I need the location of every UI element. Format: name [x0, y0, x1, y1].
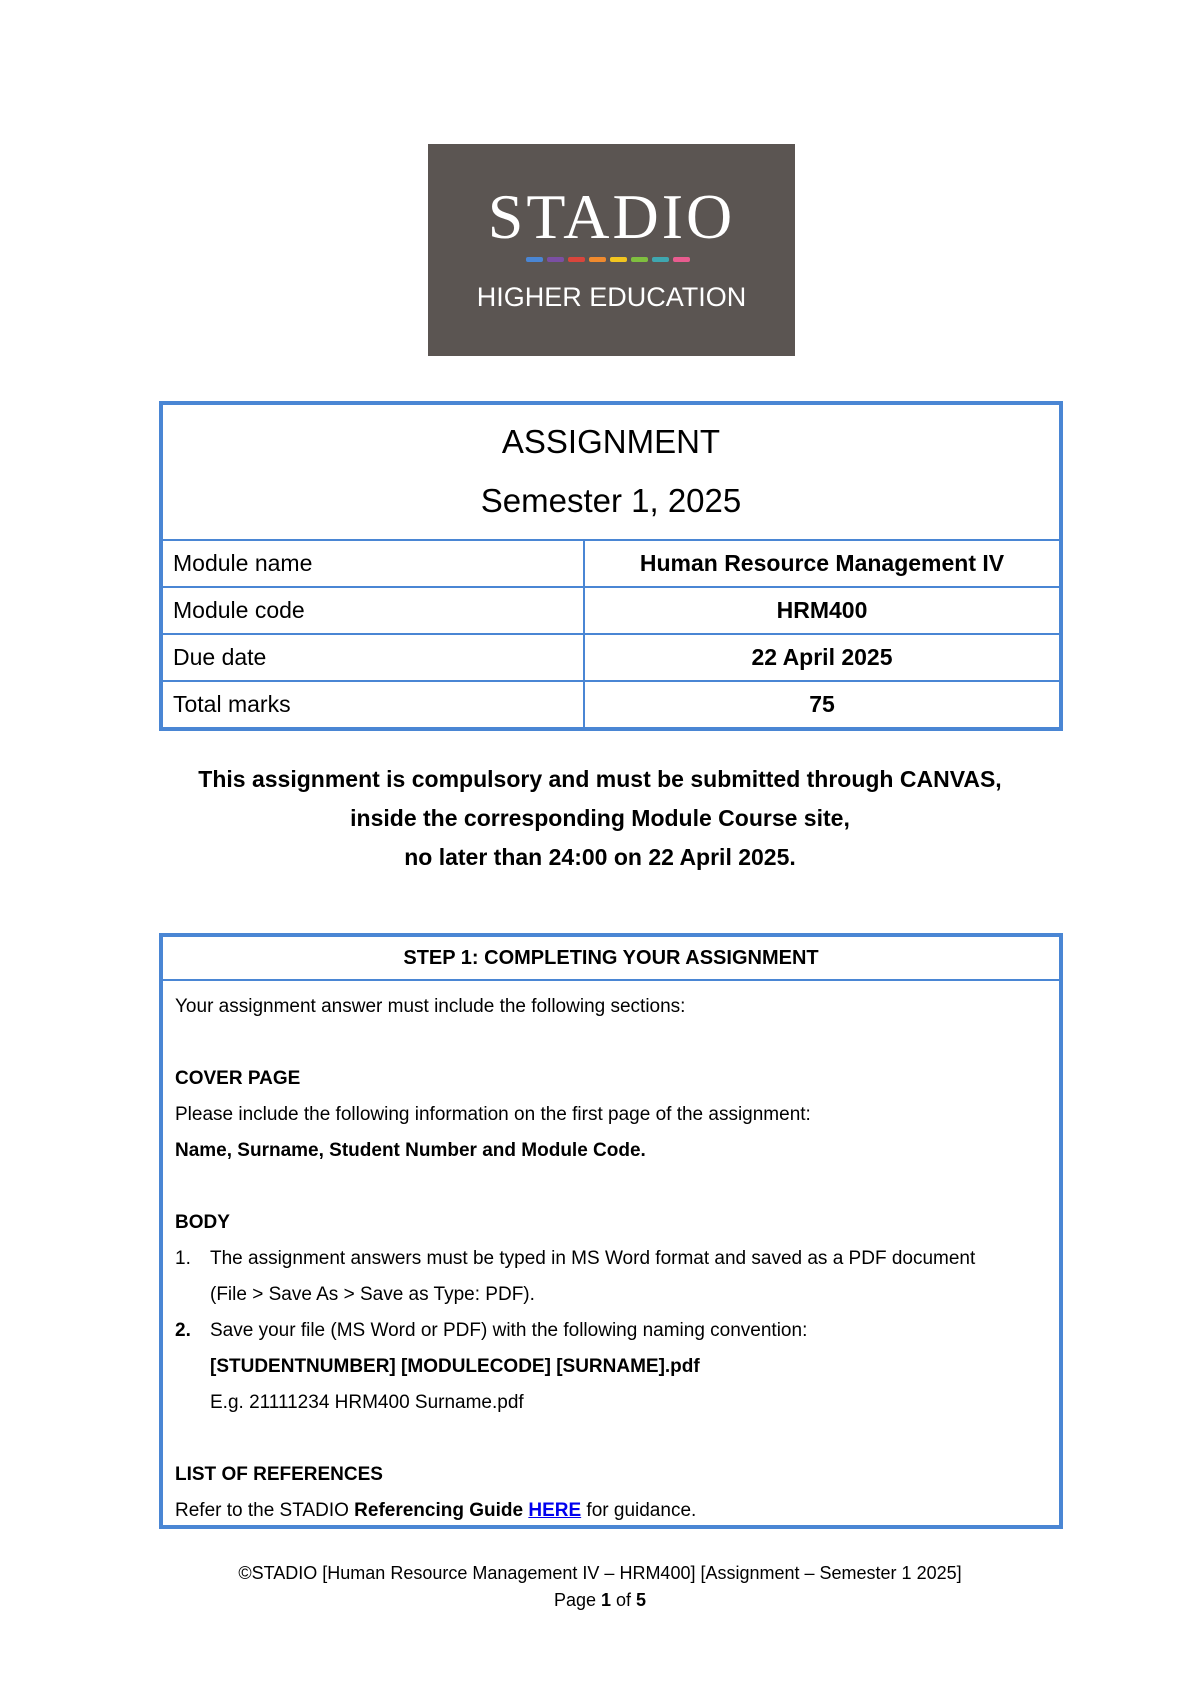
row-value: 75: [584, 681, 1061, 729]
body-heading: BODY: [175, 1212, 230, 1233]
assignment-title: ASSIGNMENT: [501, 423, 721, 460]
notice-line: inside the corresponding Module Course site,: [350, 805, 850, 831]
cover-page-fields: Name, Surname, Student Number and Module Code.: [175, 1140, 646, 1161]
semester-label: Semester 1, 2025: [480, 482, 742, 519]
row-label: Module code: [161, 587, 584, 634]
row-label: Total marks: [161, 681, 584, 729]
logo-stripe-segment: [652, 257, 669, 262]
footer-copyright: ©STADIO [Human Resource Management IV – HRM400] [Assignment – Semester 1 2025]: [238, 1563, 962, 1583]
cover-page-text: Please include the following information on the first page of the assignment:: [175, 1104, 811, 1125]
row-label: Module name: [161, 540, 584, 587]
naming-convention: [STUDENTNUMBER] [MODULECODE] [SURNAME].pdf: [210, 1356, 700, 1377]
page-footer: [0, 1560, 1200, 1614]
body-list: [175, 1241, 1049, 1421]
logo-stripe-segment: [568, 257, 585, 262]
table-row: [161, 681, 1061, 729]
notice-line: no later than 24:00 on 22 April 2025.: [404, 844, 796, 870]
referencing-guide-label: Referencing Guide: [354, 1500, 524, 1521]
row-value: Human Resource Management IV: [584, 540, 1061, 587]
logo-wordmark: STADIO: [487, 181, 736, 252]
referencing-guide-link[interactable]: HERE: [528, 1500, 582, 1521]
logo-subtitle: HIGHER EDUCATION: [476, 282, 747, 312]
list-item: [175, 1241, 1049, 1313]
page-of: of: [611, 1590, 637, 1610]
row-label: Due date: [161, 634, 584, 681]
references-heading: LIST OF REFERENCES: [175, 1464, 383, 1485]
list-number: 2.: [175, 1320, 191, 1341]
logo-stripe-segment: [526, 257, 543, 262]
step1-body: [163, 981, 1059, 1529]
row-value: HRM400: [584, 587, 1061, 634]
naming-example: E.g. 21111234 HRM400 Surname.pdf: [210, 1392, 524, 1413]
logo-color-stripe: [526, 257, 690, 262]
step1-box: [159, 933, 1063, 1529]
list-item-text: Save your file (MS Word or PDF) with the following naming convention:: [210, 1320, 808, 1341]
logo-stripe-segment: [547, 257, 564, 262]
logo-stripe-segment: [589, 257, 606, 262]
table-row: [161, 634, 1061, 681]
step1-heading: STEP 1: COMPLETING YOUR ASSIGNMENT: [163, 937, 1059, 981]
stadio-logo: [428, 144, 795, 356]
list-number: 1.: [175, 1248, 191, 1269]
page-number-prefix: Page: [553, 1590, 601, 1610]
cover-table: [159, 401, 1063, 731]
list-item-text: The assignment answers must be typed in MS Word format and saved as a PDF document: [210, 1248, 976, 1269]
row-value: 22 April 2025: [584, 634, 1061, 681]
logo-stripe-segment: [673, 257, 690, 262]
references-text-part: Refer to the STADIO: [175, 1500, 355, 1521]
list-item: [175, 1313, 1049, 1421]
list-item-text: (File > Save As > Save as Type: PDF).: [210, 1284, 535, 1305]
notice-line: This assignment is compulsory and must be submitted through CANVAS,: [198, 766, 1002, 792]
page-number: [0, 1587, 1200, 1614]
step1-intro: Your assignment answer must include the following sections:: [175, 996, 686, 1017]
references-text: [175, 1493, 1049, 1529]
page-current: 1: [601, 1590, 612, 1610]
cover-page-heading: COVER PAGE: [175, 1068, 301, 1089]
references-text-part: for guidance.: [581, 1500, 697, 1521]
logo-stripe-segment: [610, 257, 627, 262]
submission-notice: [0, 760, 1200, 877]
cover-header-cell: [161, 403, 1061, 540]
table-row: [161, 540, 1061, 587]
table-row: [161, 587, 1061, 634]
logo-stripe-segment: [631, 257, 648, 262]
page-total: 5: [636, 1590, 647, 1610]
